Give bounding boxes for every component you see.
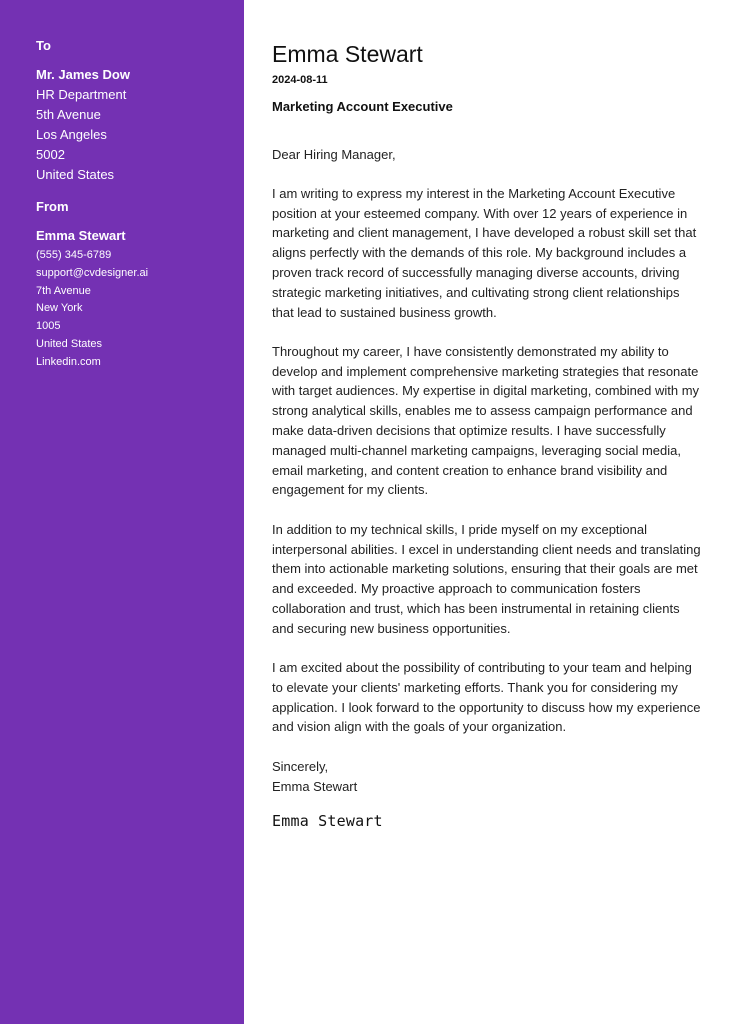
sender-name: Emma Stewart bbox=[36, 228, 126, 243]
closing-name: Emma Stewart bbox=[272, 778, 358, 794]
to-heading: To bbox=[36, 38, 51, 53]
sender-linkedin: Linkedin.com bbox=[36, 355, 101, 368]
paragraph-4: I am excited about the possibility of contributing to your team and helping to elevate your clients' marketing efforts. Thank you for considering my application. I look forward to the opportunity to discuss how my experience and vision align with the goals of your organization. bbox=[272, 660, 701, 735]
letter-date: 2024-08-11 bbox=[272, 74, 328, 86]
letter-body bbox=[272, 145, 702, 796]
recipient-postcode: 5002 bbox=[36, 147, 65, 162]
recipient-city: Los Angeles bbox=[36, 127, 107, 142]
recipient-name: Mr. James Dow bbox=[36, 67, 130, 82]
recipient-country: United States bbox=[36, 167, 115, 182]
recipient-department: HR Department bbox=[36, 87, 127, 102]
paragraph-1: I am writing to express my interest in the Marketing Account Executive position at your esteemed company. With over 12 years of experience in marketing and client management, I have developed a robust skill set that aligns perfectly with the demands of this role. My background includes a proven track record of successfully managing diverse accounts, driving strategic marketing initiatives, and cultivating strong client relationships that lead to sustained business growth. bbox=[272, 185, 697, 320]
from-heading: From bbox=[36, 199, 69, 214]
paragraph-3: In addition to my technical skills, I pride myself on my exceptional interpersonal abilities. I excel in understanding client needs and translating them into actionable marketing solutions, ensuring that their goals are met and exceeded. My proactive approach to communication fosters collaboration and trust, which has been instrumental in retaining clients and securing new business opportunities. bbox=[272, 521, 701, 636]
sender-phone: (555) 345-6789 bbox=[36, 249, 112, 261]
sender-email: support@cvdesigner.ai bbox=[36, 266, 149, 279]
sender-country: United States bbox=[36, 337, 103, 350]
signature: Emma Stewart bbox=[272, 812, 383, 830]
sender-street: 7th Avenue bbox=[36, 284, 91, 297]
page-title: Emma Stewart bbox=[272, 41, 423, 67]
sender-city: New York bbox=[36, 302, 83, 315]
salutation: Dear Hiring Manager, bbox=[272, 147, 396, 162]
paragraph-2: Throughout my career, I have consistently demonstrated my ability to develop and implement comprehensive marketing strategies that resonate with target audiences. My expertise in digital marketing, combined with my strong analytical skills, enables me to assess campaign performance and make data-driven decisions that optimize results. I have successfully managed multi-channel marketing campaigns, leveraging social media, email marketing, and content creation to enhance brand visibility and engagement for my clients. bbox=[272, 343, 700, 498]
recipient-street: 5th Avenue bbox=[36, 107, 101, 122]
sender-postcode: 1005 bbox=[36, 320, 61, 333]
job-title: Marketing Account Executive bbox=[272, 99, 453, 114]
closing: Sincerely, bbox=[272, 758, 329, 774]
sidebar bbox=[0, 0, 244, 1024]
